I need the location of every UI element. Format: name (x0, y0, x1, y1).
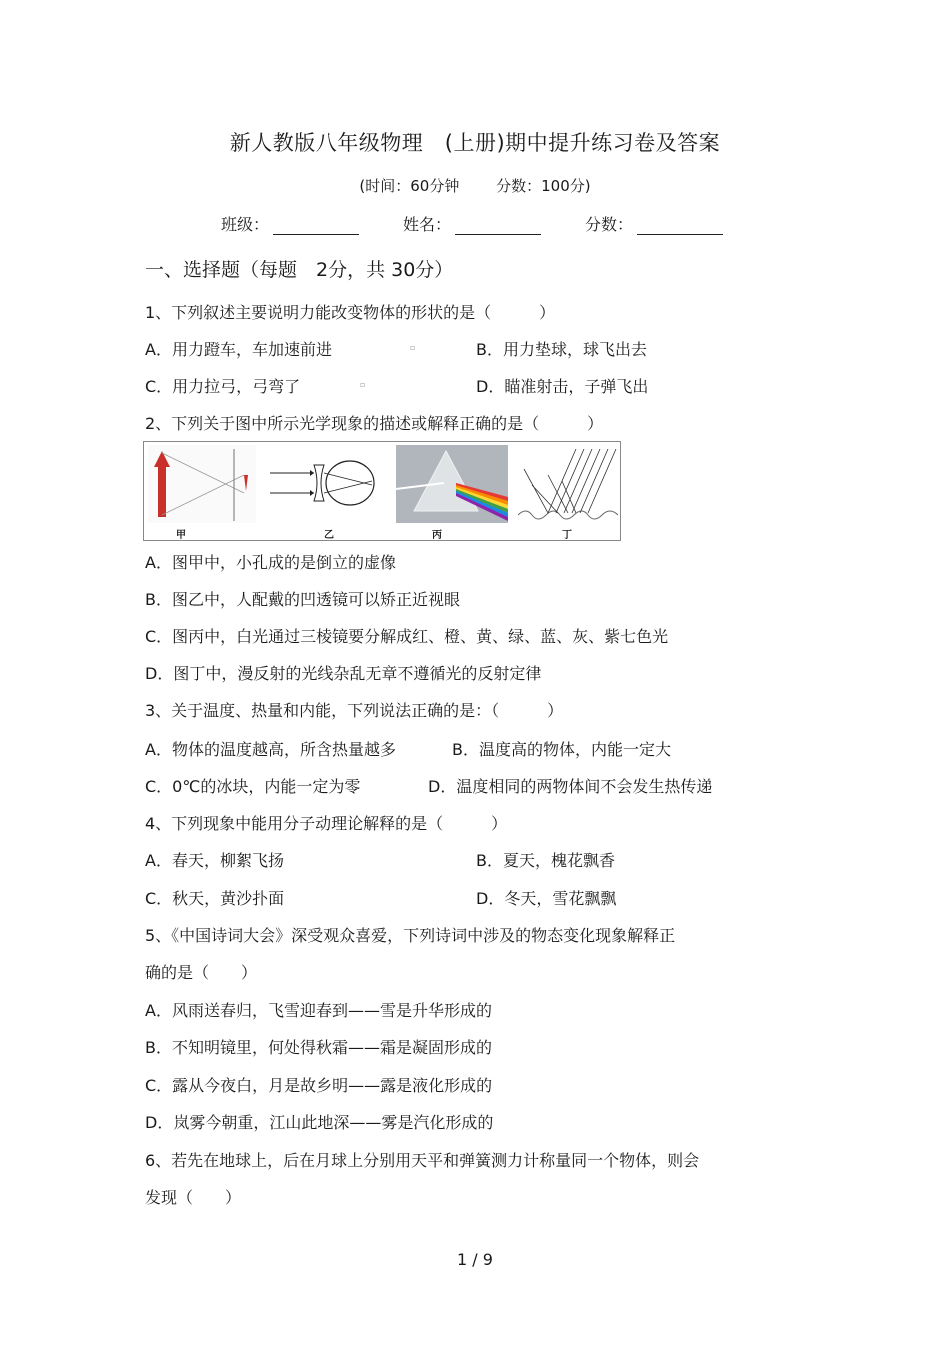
class-blank[interactable] (273, 216, 359, 235)
pinhole-diagram-icon (148, 445, 256, 523)
question-2-option-b: B．图乙中，人配戴的凹透镜可以矫正近视眼 (145, 590, 460, 609)
question-3-option-c: C．0℃的冰块，内能一定为零 (145, 777, 361, 796)
question-2-option-a: A．图甲中，小孔成的是倒立的虚像 (145, 553, 396, 572)
section-heading: 一、选择题（每题 2分，共 30分） (145, 259, 454, 281)
name-blank[interactable] (455, 216, 541, 235)
question-3-stem: 3、关于温度、热量和内能，下列说法正确的是：（ ） (145, 701, 564, 720)
caption-ding: 丁 (562, 530, 572, 541)
name-label: 姓名： (403, 215, 452, 234)
class-label: 班级： (221, 215, 270, 234)
small-mark-icon: ▫ (360, 380, 366, 389)
small-mark-icon: ▫ (410, 343, 416, 352)
question-1-option-c: C．用力拉弓，弓弯了 (145, 377, 301, 396)
question-1-option-b: B．用力垫球，球飞出去 (476, 340, 647, 359)
question-4-option-a: A．春天，柳絮飞扬 (145, 851, 284, 870)
question-4-option-b: B．夏天，槐花飘香 (476, 851, 615, 870)
exam-time: (时间：60分钟 (359, 177, 460, 195)
question-5-stem: 5、《中国诗词大会》深受观众喜爱，下列诗词中涉及的物态变化现象解释正 (145, 926, 676, 945)
question-3-option-a: A．物体的温度越高，所含热量越多 (145, 740, 396, 759)
question-5-option-a: A．风雨送春归，飞雪迎春到——雪是升华形成的 (145, 1001, 492, 1020)
question-1-stem: 1、下列叙述主要说明力能改变物体的形状的是（ ） (145, 303, 556, 322)
page-title: 新人教版八年级物理 (上册)期中提升练习卷及答案 (229, 131, 721, 155)
question-5-stem-cont: 确的是（ ） (145, 963, 258, 982)
question-3-option-b: B．温度高的物体，内能一定大 (452, 740, 671, 759)
question-5-option-b: B．不知明镜里，何处得秋霜——霜是凝固形成的 (145, 1038, 492, 1057)
question-1-option-d: D．瞄准射击，子弹飞出 (476, 377, 649, 396)
question-4-stem: 4、下列现象中能用分子动理论解释的是（ ） (145, 814, 508, 833)
question-2-option-c: C．图丙中，白光通过三棱镜要分解成红、橙、黄、绿、蓝、灰、紫七色光 (145, 627, 669, 646)
exam-info (0, 175, 950, 196)
caption-yi: 乙 (324, 530, 334, 541)
eye-lens-diagram-icon (266, 445, 378, 523)
class-field[interactable] (221, 212, 359, 235)
optics-figure (143, 441, 621, 541)
score-field[interactable] (585, 212, 723, 235)
question-2-stem: 2、下列关于图中所示光学现象的描述或解释正确的是（ ） (145, 414, 604, 433)
question-2-option-d: D．图丁中，漫反射的光线杂乱无章不遵循光的反射定律 (145, 664, 542, 683)
score-label: 分数： (585, 215, 634, 234)
prism-diagram-icon (396, 445, 508, 523)
exam-total-score: 分数：100分) (496, 177, 591, 195)
score-blank[interactable] (637, 216, 723, 235)
name-field[interactable] (403, 212, 541, 235)
question-5-option-c: C．露从今夜白，月是故乡明——露是液化形成的 (145, 1076, 493, 1095)
question-3-option-d: D．温度相同的两物体间不会发生热传递 (428, 777, 713, 796)
question-4-option-c: C．秋天，黄沙扑面 (145, 889, 285, 908)
page-number: 1 / 9 (457, 1250, 493, 1269)
question-6-stem: 6、若先在地球上，后在月球上分别用天平和弹簧测力计称量同一个物体，则会 (145, 1151, 700, 1170)
caption-bing: 丙 (432, 530, 442, 541)
question-1-option-a: A．用力蹬车，车加速前进 (145, 340, 332, 359)
diffuse-reflection-diagram-icon (518, 445, 618, 523)
question-4-option-d: D．冬天，雪花飘飘 (476, 889, 617, 908)
question-5-option-d: D．岚雾今朝重，江山此地深——雾是汽化形成的 (145, 1113, 494, 1132)
question-6-stem-cont: 发现（ ） (145, 1188, 242, 1207)
caption-jia: 甲 (176, 530, 186, 541)
